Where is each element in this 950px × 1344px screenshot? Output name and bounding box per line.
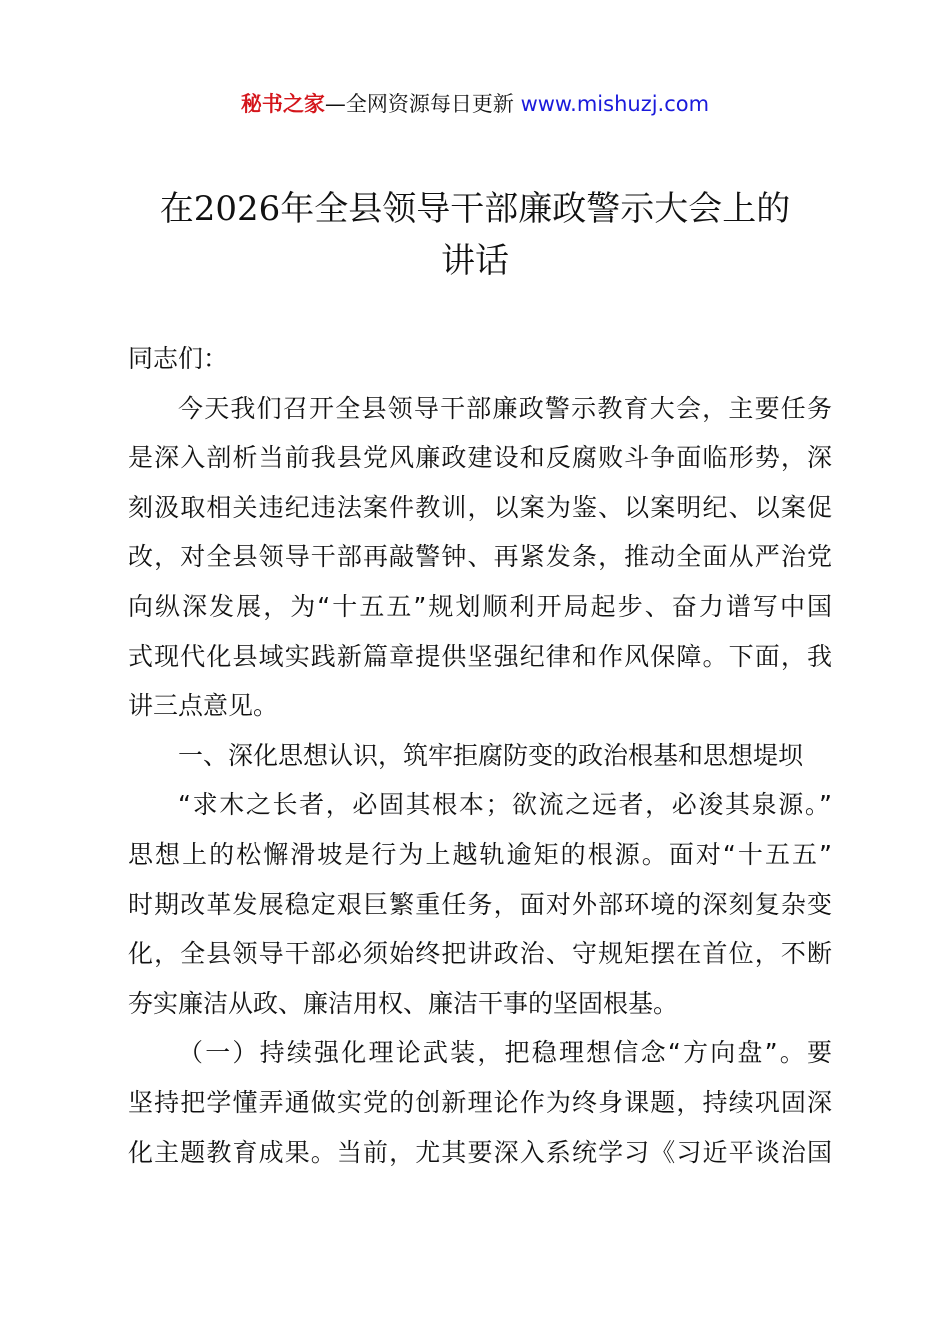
paragraph-line: 改，对全县领导干部再敲警钟、再紧发条，推动全面从严治党: [128, 542, 832, 572]
paragraph-line: 式现代化县域实践新篇章提供坚强纪律和作风保障。下面，我: [128, 641, 832, 671]
document-body: [128, 334, 832, 1177]
site-header: [0, 88, 950, 120]
paragraph-line: 时期改革发展稳定艰巨繁重任务，面对外部环境的深刻复杂变: [128, 889, 832, 919]
paragraph-line: 讲三点意见。: [128, 691, 279, 721]
paragraph-line: 今天我们召开全县领导干部廉政警示教育大会，主要任务: [178, 393, 832, 423]
paragraph-line: 向纵深发展，为“十五五”规划顺利开局起步、奋力谱写中国: [128, 591, 832, 621]
paragraph-line: 化，全县领导干部必须始终把讲政治、守规矩摆在首位，不断: [128, 939, 832, 969]
paragraph-line: （一）持续强化理论武装，把稳理想信念“方向盘”。要: [178, 1038, 832, 1068]
paragraph-line: 坚持把学懂弄通做实党的创新理论作为终身课题，持续巩固深: [128, 1087, 832, 1117]
site-url-link[interactable]: www.mishuzj.com: [520, 92, 710, 116]
section-heading: 一、深化思想认识，筑牢拒腐防变的政治根基和思想堤坝: [178, 740, 804, 770]
paragraph-line: 刻汲取相关违纪违法案件教训，以案为鉴、以案明纪、以案促: [128, 492, 832, 522]
paragraph-line: 化主题教育成果。当前，尤其要深入系统学习《习近平谈治国: [128, 1137, 832, 1167]
document-title: [110, 183, 840, 287]
paragraph-line: 夯实廉洁从政、廉洁用权、廉洁干事的坚固根基。: [128, 988, 679, 1018]
paragraph-line: “求木之长者，必固其根本；欲流之远者，必浚其泉源。”: [178, 790, 832, 820]
header-slogan: —全网资源每日更新: [324, 92, 521, 116]
title-line-1: 在2026年全县领导干部廉政警示大会上的: [159, 189, 791, 229]
paragraph-line: 是深入剖析当前我县党风廉政建设和反腐败斗争面临形势，深: [128, 443, 832, 473]
paragraph-line: 思想上的松懈滑坡是行为上越轨逾矩的根源。面对“十五五”: [128, 839, 832, 869]
title-line-2: 讲话: [441, 241, 509, 281]
salutation: 同志们：: [128, 344, 229, 373]
brand-name: 秘书之家: [240, 92, 325, 116]
